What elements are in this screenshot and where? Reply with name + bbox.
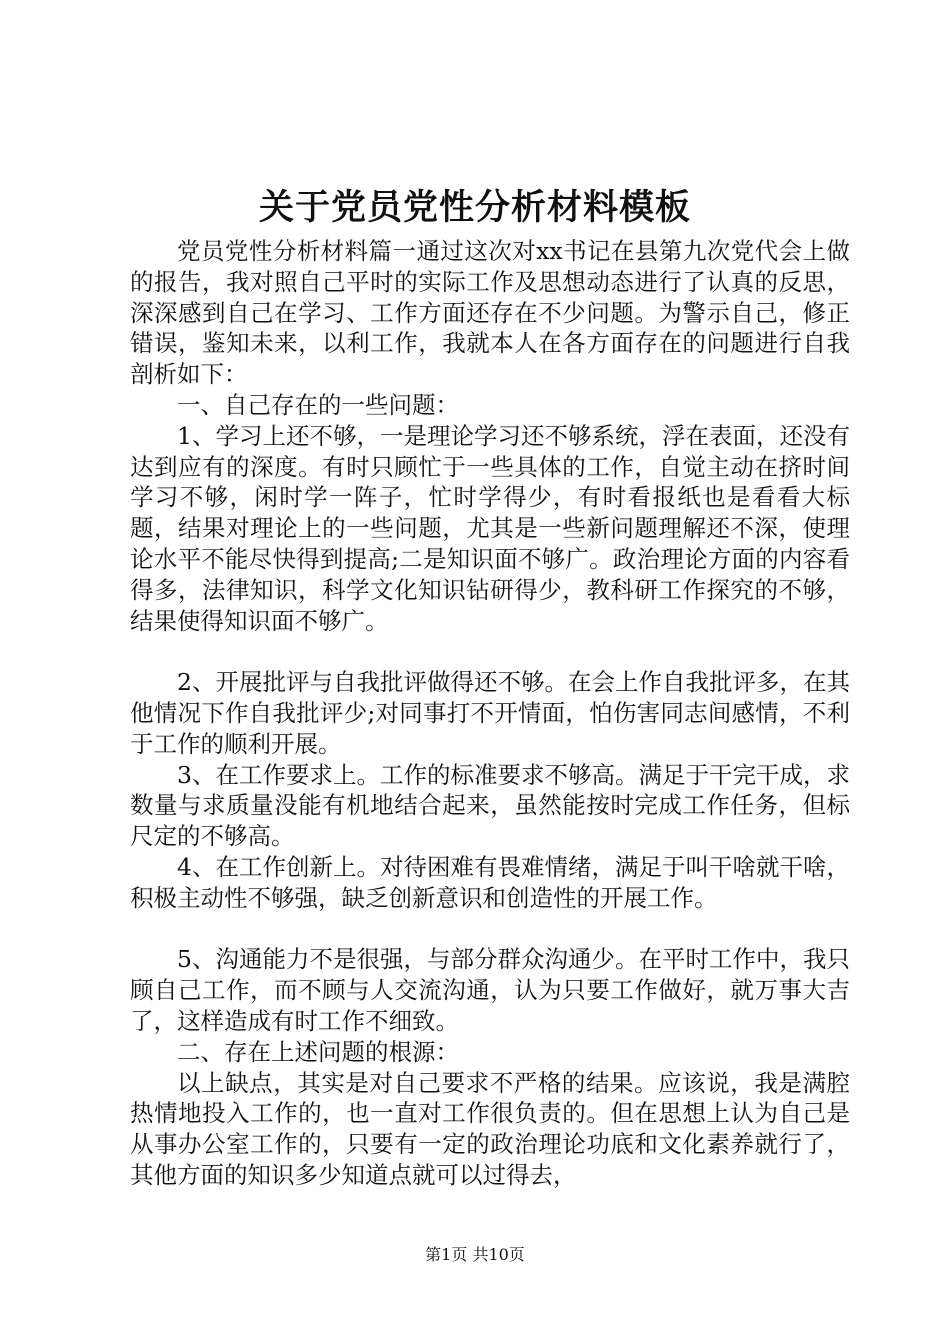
paragraph-intro: 党员党性分析材料篇一通过这次对xx书记在县第九次党代会上做的报告，我对照自己平时的实际工作及思想动态进行了认真的反思，深深感到自己在学习、工作方面还存在不少问题。为警示自己，修正错误，鉴知未来，以利工作，我就本人在各方面存在的问题进行自我剖析如下： bbox=[130, 237, 850, 389]
section-heading-problems: 一、自己存在的一些问题： bbox=[177, 390, 459, 419]
paragraph-item-3: 3、在工作要求上。工作的标准要求不够高。满足于干完干成，求数量与求质量没能有机地结合起来，虽然能按时完成工作任务，但标尺定的不够高。 bbox=[130, 760, 850, 851]
paragraph-item-2: 2、开展批评与自我批评做得还不够。在会上作自我批评多，在其他情况下作自我批评少;对同事打不开情面，怕伤害同志间感情，不利于工作的顺利开展。 bbox=[130, 668, 850, 758]
document-body bbox=[130, 236, 850, 1191]
paragraph-item-1: 1、学习上还不够，一是理论学习还不够系统，浮在表面，还没有达到应有的深度。有时只顾忙于一些具体的工作，自觉主动在挤时间学习不够，闲时学一阵子，忙时学得少，有时看报纸也是看看大标题，结果对理论上的一些问题，尤其是一些新问题理解还不深，使理论水平不能尽快得到提高;二是知识面不够广。政治理论方面的内容看得多，法律知识，科学文化知识钻研得少，教科研工作探究的不够，结果使得知识面不够广。 bbox=[130, 421, 850, 635]
section-heading-roots: 二、存在上述问题的根源： bbox=[177, 1037, 459, 1066]
paragraph-item-4: 4、在工作创新上。对待困难有畏难情绪，满足于叫干啥就干啥，积极主动性不够强，缺乏创新意识和创造性的开展工作。 bbox=[130, 852, 850, 912]
paragraph-item-5: 5、沟通能力不是很强，与部分群众沟通少。在平时工作中，我只顾自己工作，而不顾与人交流沟通，认为只要工作做好，就万事大吉了，这样造成有时工作不细致。 bbox=[130, 945, 850, 1035]
document-title: 关于党员党性分析材料模板 bbox=[258, 188, 691, 228]
page-number: 第1页 共10页 bbox=[425, 1245, 525, 1264]
paragraph-roots: 以上缺点，其实是对自己要求不严格的结果。应该说，我是满腔热情地投入工作的，也一直对工作很负责的。但在思想上认为自己是从事办公室工作的，只要有一定的政治理论功底和文化素养就行了，其他方面的知识多少知道点就可以过得去， bbox=[130, 1068, 850, 1189]
